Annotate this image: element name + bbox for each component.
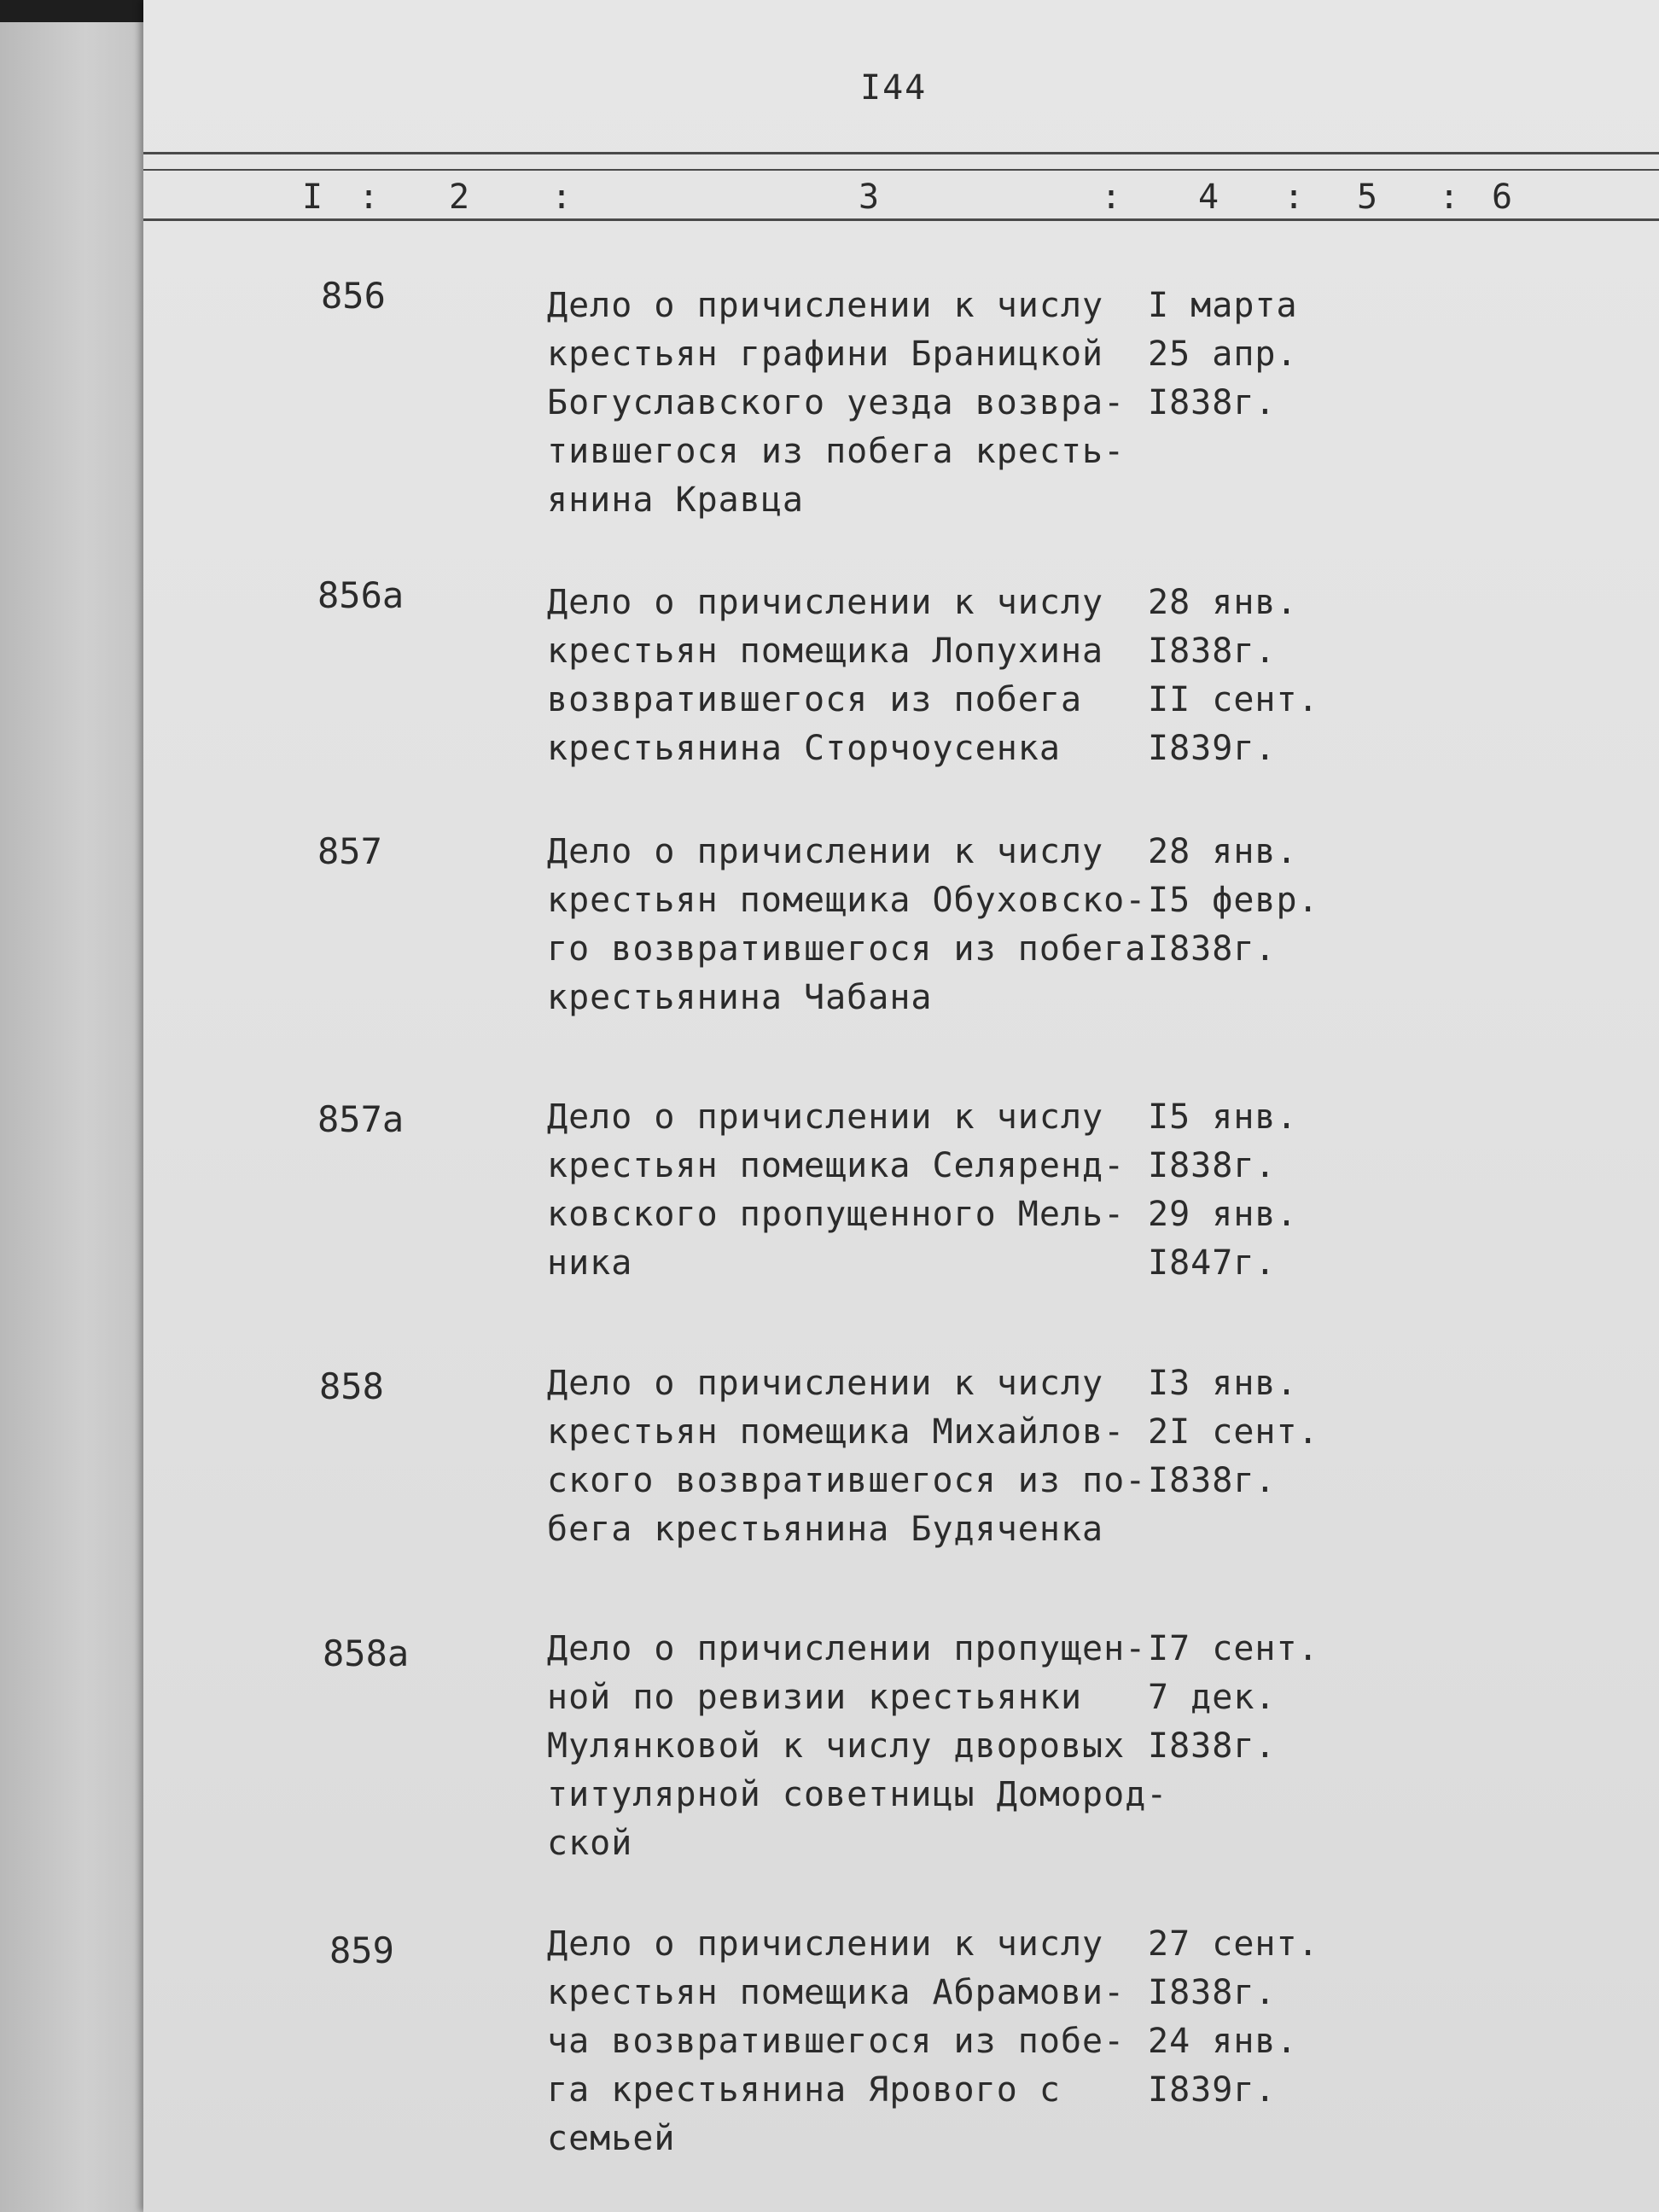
date-line: 29 янв. [1148,1195,1298,1234]
description-line: крестьянина Сторчоусенка [547,729,1061,768]
date-line: I838г. [1148,929,1277,969]
column-number-6: 6 [1492,178,1513,217]
description-line: титулярной советницы Домород- [547,1775,1168,1814]
date-line: I838г. [1148,1726,1277,1766]
header-rule-bottom [143,218,1659,221]
description-line: ной по ревизии крестьянки [547,1678,1083,1717]
header-rule-top [143,152,1659,154]
column-number-5: 5 [1357,178,1378,217]
description-line: крестьян графини Браницкой [547,335,1104,374]
entry-number: 858а [323,1633,410,1674]
description-line: ковского пропущенного Мель- [547,1195,1126,1234]
entry-number: 857а [317,1098,405,1140]
date-line: I838г. [1148,632,1277,671]
description-line: крестьян помещика Селяренд- [547,1146,1126,1185]
date-line: I838г. [1148,1146,1277,1185]
date-line: 28 янв. [1148,583,1298,622]
description-line: Дело о причислении к числу [547,1924,1104,1964]
description-line: Дело о причислении к числу [547,1097,1104,1137]
entry-dates [1148,282,1404,428]
column-number-2: 2 [449,178,470,217]
entry-dates [1148,1359,1404,1505]
date-line: I847г. [1148,1243,1277,1283]
entry-number: 859 [329,1930,394,1971]
date-line: I5 янв. [1148,1097,1298,1137]
date-line: I838г. [1148,383,1277,422]
date-line: I839г. [1148,2070,1277,2110]
date-line: 27 сент. [1148,1924,1319,1964]
description-line: янина Кравца [547,480,804,520]
entry-description [547,1093,1161,1288]
description-line: ника [547,1243,633,1283]
entry-dates [1148,579,1404,773]
entry-description [547,1625,1168,1868]
description-line: возвратившегося из побега [547,680,1083,719]
entry-dates [1148,1920,1404,2115]
page-number: I44 [860,68,928,108]
description-line: Дело о причислении к числу [547,1364,1104,1403]
date-line: 24 янв. [1148,2022,1298,2061]
description-line: Богуславского уезда возвра- [547,383,1126,422]
description-line: Дело о причислении к числу [547,583,1104,622]
description-line: тившегося из побега кресть- [547,432,1126,471]
entry-description [547,579,1161,773]
description-line: го возвратившегося из побега [547,929,1147,969]
description-line: Мулянковой к числу дворовых [547,1726,1126,1766]
date-line: I7 сент. [1148,1629,1319,1668]
entry-description [547,1359,1161,1554]
description-line: ского возвратившегося из по- [547,1461,1147,1500]
description-line: Дело о причислении пропущен- [547,1629,1147,1668]
entry-description [547,828,1161,1022]
document-page [143,0,1659,2212]
description-line: га крестьянина Ярового с [547,2070,1061,2110]
column-number-1: I [302,178,323,217]
scan-corner-shadow [0,0,143,22]
description-line: бега крестьянина Будяченка [547,1510,1104,1549]
description-line: крестьян помещика Обуховско- [547,881,1147,920]
entry-description [547,1920,1161,2163]
description-line: крестьян помещика Абрамови- [547,1973,1126,2012]
date-line: I5 февр. [1148,881,1319,920]
column-separator: : [1101,178,1122,217]
column-number-4: 4 [1198,178,1220,217]
column-separator: : [1284,178,1305,217]
description-line: Дело о причислении к числу [547,832,1104,871]
description-line: семьей [547,2119,676,2158]
date-line: I838г. [1148,1461,1277,1500]
column-number-3: 3 [859,178,880,217]
description-line: крестьянина Чабана [547,978,933,1017]
entry-number: 856а [317,574,405,616]
left-page-margin [0,0,143,2212]
entry-dates [1148,1625,1404,1771]
header-rule-top-inner [143,169,1659,171]
column-separator: : [358,178,380,217]
date-line: I838г. [1148,1973,1277,2012]
entry-dates [1148,828,1404,974]
column-separator: : [1439,178,1460,217]
description-line: крестьян помещика Михайлов- [547,1412,1126,1452]
entry-number: 857 [317,830,382,872]
date-line: I839г. [1148,729,1277,768]
date-line: 25 апр. [1148,335,1298,374]
description-line: ча возвратившегося из побе- [547,2022,1126,2061]
column-separator: : [551,178,573,217]
entry-number: 858 [319,1365,384,1407]
description-line: ской [547,1824,633,1863]
entry-description [547,282,1161,525]
description-line: крестьян помещика Лопухина [547,632,1104,671]
description-line: Дело о причислении к числу [547,286,1104,325]
entry-dates [1148,1093,1404,1288]
date-line: I3 янв. [1148,1364,1298,1403]
date-line: 7 дек. [1148,1678,1277,1717]
date-line: I марта [1148,286,1298,325]
date-line: 28 янв. [1148,832,1298,871]
date-line: 2I сент. [1148,1412,1319,1452]
entry-number: 856 [321,275,386,317]
date-line: II сент. [1148,680,1319,719]
